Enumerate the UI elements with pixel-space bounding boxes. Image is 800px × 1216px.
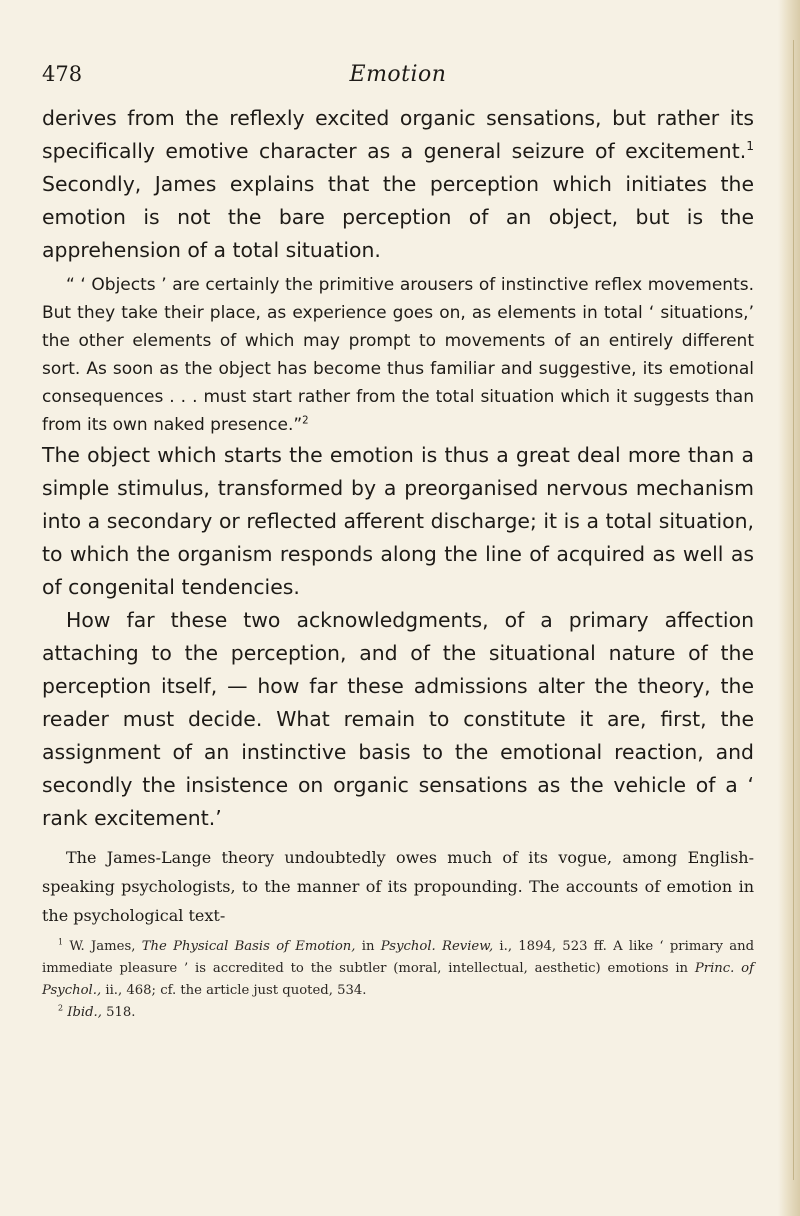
paragraph-james-lange: The James-Lange theory undoubtedly owes much of its vogue, among English-speaking psychologists, to the manner of its propounding. The accounts of emotion in the psychological text-: [42, 848, 754, 925]
paragraph-continuation: [42, 102, 754, 267]
footnote-ref-2: 2: [302, 415, 309, 427]
footnote-1-journal: Psychol. Review,: [380, 939, 494, 954]
page-number: 478: [42, 62, 83, 86]
footnote-2: [42, 1002, 754, 1024]
quote-text: “ ‘ Objects ’ are certainly the primitive arousers of instinctive reflex movements. But they take their place, as experience goes on, as elements in total ‘ situations,’ the other elements of which may prompt to movements of an entirely different sort. As soon as the object has become thus familiar and suggestive, its emotional consequences . . . must start rather from the total situation which it suggests than from its own naked presence.”: [42, 275, 754, 435]
footnote-1-title: The Physical Basis of Emotion,: [141, 939, 356, 954]
footnote-ref-1: 1: [746, 139, 754, 154]
running-title: Emotion: [349, 62, 447, 87]
gutter-line: [793, 40, 794, 1180]
footnote-1-mark: 1: [58, 937, 64, 947]
page-header: [42, 62, 754, 102]
paragraph-acknowledgments: How far these two acknowledgments, of a primary affection attaching to the perception, and of the situational nature of the perception itself, — how far these admissions alter the theory, the reader must decide. What remain to constitute it are, first, the assignment of an instinctive basis to the emotional reaction, and secondly the insistence on organic sensations as the vehicle of a ‘ rank excitement.’: [42, 608, 754, 830]
paragraph-1-text: derives from the reflexly excited organic sensations, but rather its specifically emotive character as a general seizure of excitement.: [42, 106, 754, 163]
block-quote: [42, 271, 754, 439]
footnote-1-text-b: ii., 468; cf. the article just quoted, 534.: [105, 983, 367, 998]
paragraph-object: The object which starts the emotion is thus a great deal more than a simple stimulus, transformed by a preorganised nervous mechanism into a secondary or reflected afferent discharge; it is a total situation, to which the organism responds along the line of acquired as well as of congenital tendencies.: [42, 443, 754, 599]
book-page: [42, 62, 754, 1024]
footnote-2-mark: 2: [58, 1003, 64, 1013]
footnote-1-author: W. James,: [69, 939, 136, 954]
page-edge-shadow: [778, 0, 800, 1216]
footnotes: [42, 936, 754, 1024]
footnote-1-text-a: i., 1894, 523 ff. A like ‘ primary and immediate pleasure ’ is accredited to the subtler (moral, intellectual, aesthetic) emotions in: [42, 939, 755, 976]
paragraph-2-text: Secondly, James explains that the perception which initiates the emotion is not the bare perception of an object, but is the apprehension of a total situation.: [42, 172, 754, 262]
footnote-2-ibid: Ibid.,: [67, 1005, 102, 1020]
footnote-1-in: in: [361, 939, 375, 954]
footnote-1-book: Princ. of Psychol.,: [42, 961, 755, 998]
footnote-2-text: 518.: [106, 1005, 136, 1020]
footnote-1: [42, 936, 754, 1002]
